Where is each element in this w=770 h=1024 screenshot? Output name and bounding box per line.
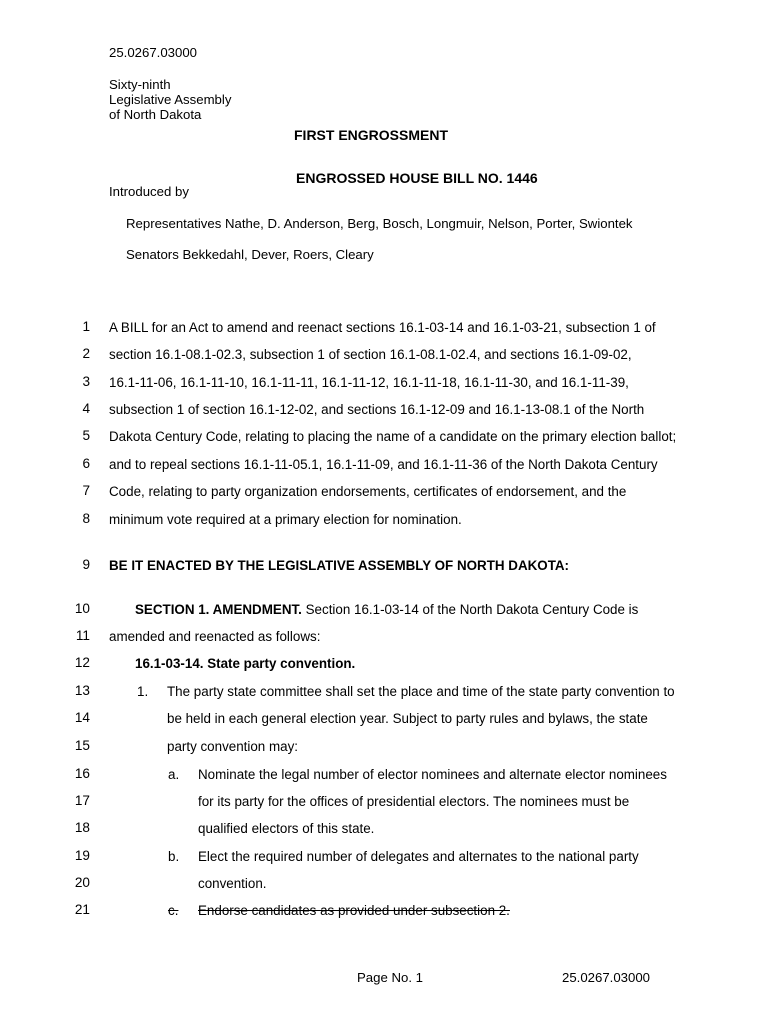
statute-heading: 16.1-03-14. State party convention.: [135, 656, 356, 671]
struck-text-line: Endorse candidates as provided under subsection 2.: [198, 903, 510, 918]
list-marker: b.: [168, 849, 180, 864]
bill-text-line: and to repeal sections 16.1-11-05.1, 16.1-11-09, and 16.1-11-36 of the North Dakota Century: [109, 457, 658, 472]
line-number: 21: [74, 902, 90, 917]
bill-text-line: convention.: [198, 876, 267, 891]
line-number: 19: [74, 848, 90, 863]
engrossment-title: FIRST ENGROSSMENT: [294, 127, 449, 143]
bill-text-line: A BILL for an Act to amend and reenact sections 16.1-03-14 and 16.1-03-21, subsection 1 of: [109, 320, 656, 335]
line-number: 6: [82, 456, 90, 471]
bill-text-line: be held in each general election year. Subject to party rules and bylaws, the state: [167, 711, 648, 726]
list-marker: 1.: [137, 684, 149, 699]
assembly-line-2: Legislative Assembly: [109, 92, 232, 107]
bill-text-line: section 16.1-08.1-02.3, subsection 1 of section 16.1-08.1-02.4, and sections 16.1-09-02,: [109, 347, 632, 362]
bill-text-line: Dakota Century Code, relating to placing the name of a candidate on the primary election ballot;: [109, 429, 677, 444]
line-number: 15: [74, 738, 90, 753]
line-number: 17: [74, 793, 90, 808]
line-number: 3: [82, 374, 90, 389]
bill-text-line: party convention may:: [167, 739, 298, 754]
bill-text-line: amended and reenacted as follows:: [109, 629, 321, 644]
document-number: 25.0267.03000: [109, 45, 198, 60]
bill-text-line: for its party for the offices of presidential electors. The nominees must be: [198, 794, 630, 809]
bill-text-line: The party state committee shall set the place and time of the state party convention to: [167, 684, 675, 699]
line-number: 10: [74, 601, 90, 616]
section-heading-line: [135, 602, 638, 617]
line-number: 18: [74, 820, 90, 835]
footer-document-number: 25.0267.03000: [562, 970, 651, 985]
line-number: 7: [82, 483, 90, 498]
senators-list: Senators Bekkedahl, Dever, Roers, Cleary: [126, 247, 374, 262]
bill-text-line: minimum vote required at a primary election for nomination.: [109, 512, 462, 527]
bill-text-line: Code, relating to party organization endorsements, certificates of endorsement, and the: [109, 484, 627, 499]
list-marker: a.: [168, 767, 180, 782]
bill-text-line: qualified electors of this state.: [198, 821, 375, 836]
page-number: Page No. 1: [357, 970, 423, 985]
bill-text-line: 16.1-11-06, 16.1-11-10, 16.1-11-11, 16.1-11-12, 16.1-11-18, 16.1-11-30, and 16.1-11-39,: [109, 375, 629, 390]
section-text: Section 16.1-03-14 of the North Dakota Century Code is: [301, 602, 639, 617]
line-number: 14: [74, 710, 90, 725]
line-number: 9: [82, 557, 90, 572]
bill-text-line: subsection 1 of section 16.1-12-02, and sections 16.1-12-09 and 16.1-13-08.1 of the North: [109, 402, 645, 417]
line-number: 20: [74, 875, 90, 890]
bill-text-line: Nominate the legal number of elector nominees and alternate elector nominees: [198, 767, 667, 782]
list-marker-struck: c.: [168, 903, 179, 918]
line-number: 16: [74, 766, 90, 781]
line-number: 11: [75, 628, 90, 643]
line-number: 1: [82, 319, 90, 334]
enacting-clause: BE IT ENACTED BY THE LEGISLATIVE ASSEMBLY OF NORTH DAKOTA:: [109, 558, 570, 573]
line-number: 5: [82, 428, 90, 443]
section-label: SECTION 1. AMENDMENT.: [135, 602, 302, 617]
bill-text-line: Elect the required number of delegates and alternates to the national party: [198, 849, 639, 864]
line-number: 2: [82, 346, 90, 361]
line-number: 8: [82, 511, 90, 526]
assembly-line-3: of North Dakota: [109, 107, 202, 122]
assembly-line-1: Sixty-ninth: [109, 77, 171, 92]
line-number: 4: [82, 401, 90, 416]
introduced-by-label: Introduced by: [109, 184, 189, 199]
representatives-list: Representatives Nathe, D. Anderson, Berg, Bosch, Longmuir, Nelson, Porter, Swiontek: [126, 216, 633, 231]
line-number: 12: [74, 655, 90, 670]
bill-title: ENGROSSED HOUSE BILL NO. 1446: [296, 170, 538, 186]
line-number: 13: [74, 683, 90, 698]
